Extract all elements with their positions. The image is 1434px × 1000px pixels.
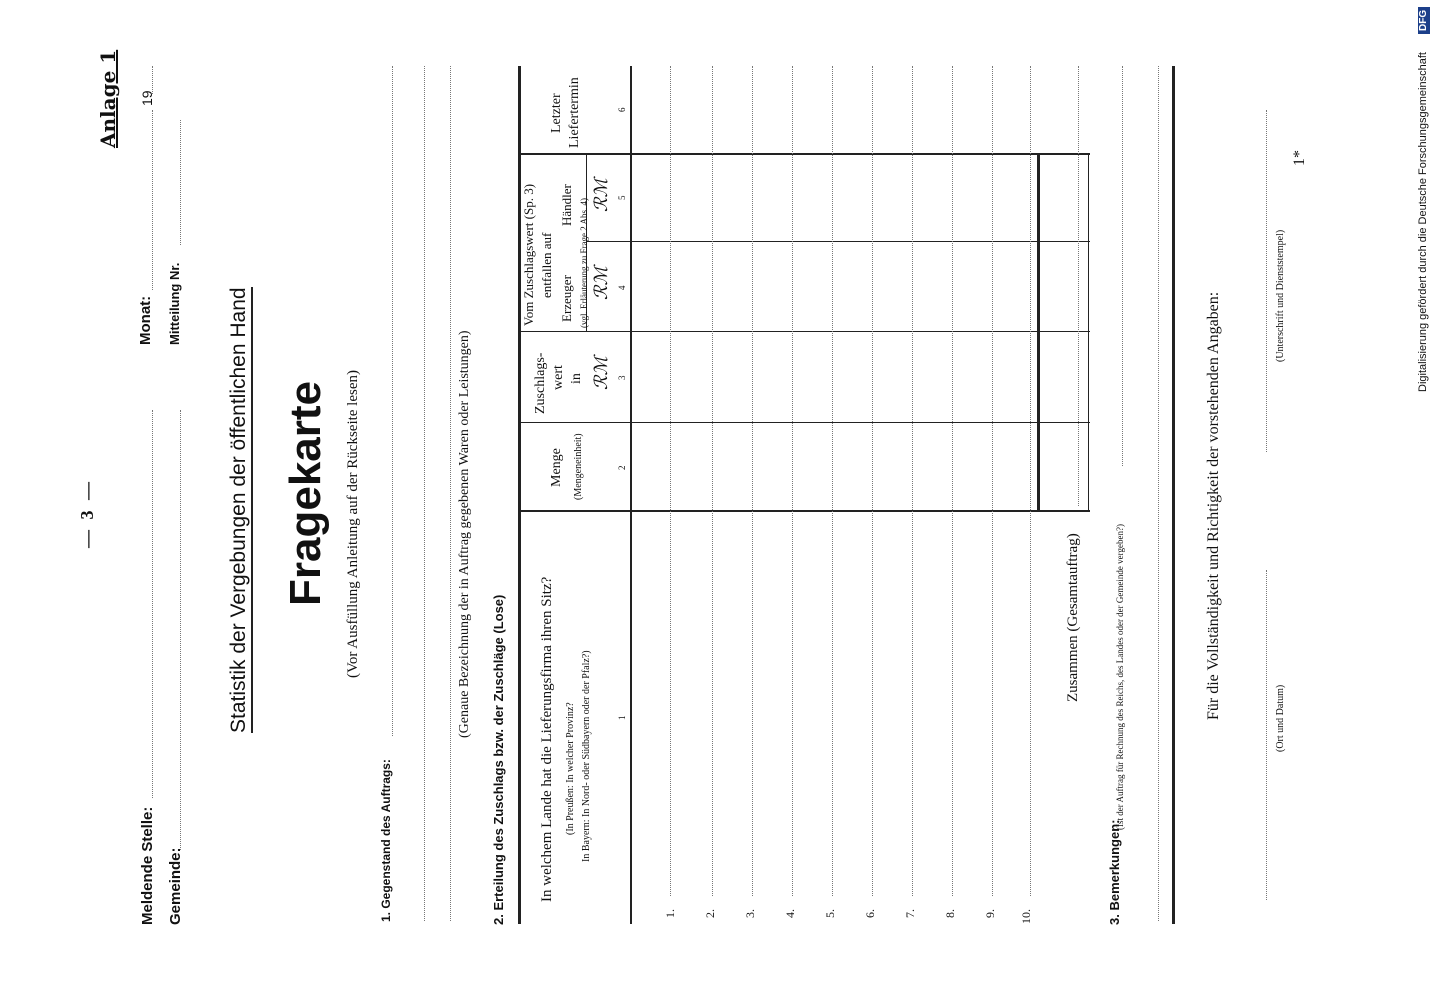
- certification-text: Für die Vollständigkeit und Richtigkeit der vorstehenden Angaben:: [1205, 291, 1222, 720]
- total-label: Zusammen (Gesamtauftrag): [1065, 533, 1081, 702]
- col6-header-2: Liefertermin: [567, 77, 582, 148]
- signature-field[interactable]: [1266, 110, 1267, 452]
- col6-number: 6: [617, 107, 627, 112]
- meldende-stelle-label: Meldende Stelle:: [139, 806, 156, 925]
- col4-unit: ℛℳ: [591, 266, 611, 300]
- instruction-text: (Vor Ausfüllung Anleitung auf der Rückseite lesen): [345, 370, 361, 678]
- col5-unit: ℛℳ: [591, 178, 611, 212]
- subject-field-1[interactable]: [392, 66, 393, 736]
- col5-header: Händler: [559, 184, 574, 226]
- place-date-label: (Ort und Datum): [1275, 684, 1286, 752]
- row-number: 6.: [863, 909, 877, 918]
- col5-number: 5: [617, 195, 627, 200]
- page-number: — 3 —: [77, 479, 97, 548]
- anlage-label: Anlage 1: [96, 49, 120, 148]
- subject-field-3[interactable]: [450, 66, 451, 921]
- col3-header-2: wert: [551, 365, 566, 390]
- col1-sub1: (In Preußen: In welcher Provinz?: [565, 702, 576, 835]
- col1-number: 1: [617, 715, 627, 720]
- place-date-field[interactable]: [1266, 570, 1267, 900]
- year-prefix: 19: [139, 90, 155, 106]
- group-header-2: entfallen auf: [539, 232, 554, 298]
- footer-mark: 1*: [1291, 150, 1308, 166]
- col4-number: 4: [617, 285, 627, 290]
- meldende-stelle-field[interactable]: [152, 410, 153, 798]
- year-field[interactable]: [152, 66, 153, 94]
- col6-header-1: Letzter: [549, 93, 564, 133]
- row-number: 9.: [983, 909, 997, 918]
- signature-label: (Unterschrift und Dienststempel): [1275, 229, 1286, 362]
- group-note: (vgl. Erläuterung zu Frage 2 Abs. 4): [579, 198, 589, 328]
- col1-header: In welchem Lande hat die Lieferungsfirma ihren Sitz?: [539, 576, 555, 902]
- col2-number: 2: [617, 465, 627, 470]
- col1-sub2: In Bayern: In Nord- oder Südbayern oder der Pfalz?): [581, 650, 592, 862]
- gemeinde-field[interactable]: [180, 410, 181, 850]
- dfg-logo: DFG: [1418, 7, 1430, 34]
- section-1-label: 1. Gegenstand des Auftrags:: [379, 759, 393, 922]
- col3-number: 3: [617, 375, 627, 380]
- monat-field[interactable]: [152, 110, 153, 290]
- form-heading: Fragekarte: [281, 380, 330, 606]
- row-number: 2.: [703, 909, 717, 918]
- row-number: 3.: [743, 909, 757, 918]
- row-number: 5.: [823, 909, 837, 918]
- subject-field-2[interactable]: [424, 66, 425, 921]
- section-3-note: (Ist der Auftrag für Rechnung des Reichs, des Landes oder der Gemeinde vergeben?): [1115, 524, 1125, 830]
- remarks-field-1[interactable]: [1122, 66, 1123, 466]
- row-number: 4.: [783, 909, 797, 918]
- group-header-1: Vom Zuschlagswert (Sp. 3): [521, 183, 536, 326]
- digitization-note: Digitalisierung gefördert durch die Deutsche Forschungsgemeinschaft: [1417, 52, 1429, 392]
- col3-header-3: in: [569, 373, 584, 384]
- section-3-label: 3. Bemerkungen:: [1107, 819, 1122, 925]
- col3-unit: ℛℳ: [591, 356, 611, 390]
- monat-label: Monat:: [137, 295, 154, 345]
- remarks-field-2[interactable]: [1158, 66, 1159, 921]
- col2-header: Menge: [549, 448, 564, 487]
- form-title: Statistik der Vergebungen der öffentlichen Hand: [228, 287, 253, 733]
- col3-header-1: Zuschlags-: [533, 352, 548, 414]
- row-number: 10.: [1019, 909, 1033, 924]
- row-number: 1.: [663, 909, 677, 918]
- gemeinde-label: Gemeinde:: [167, 847, 184, 925]
- row-number: 7.: [903, 909, 917, 918]
- row-number: 8.: [943, 909, 957, 918]
- section-1-note: (Genaue Bezeichnung der in Auftrag gegebenen Waren oder Leistungen): [457, 330, 472, 738]
- col2-sub: (Mengeneinheit): [573, 433, 584, 500]
- mitteilung-label: Mitteilung Nr.: [167, 262, 182, 345]
- mitteilung-field[interactable]: [180, 120, 181, 245]
- col4-header: Erzeuger: [559, 275, 574, 322]
- section-2-label: 2. Erteilung des Zuschlags bzw. der Zuschläge (Lose): [491, 594, 506, 925]
